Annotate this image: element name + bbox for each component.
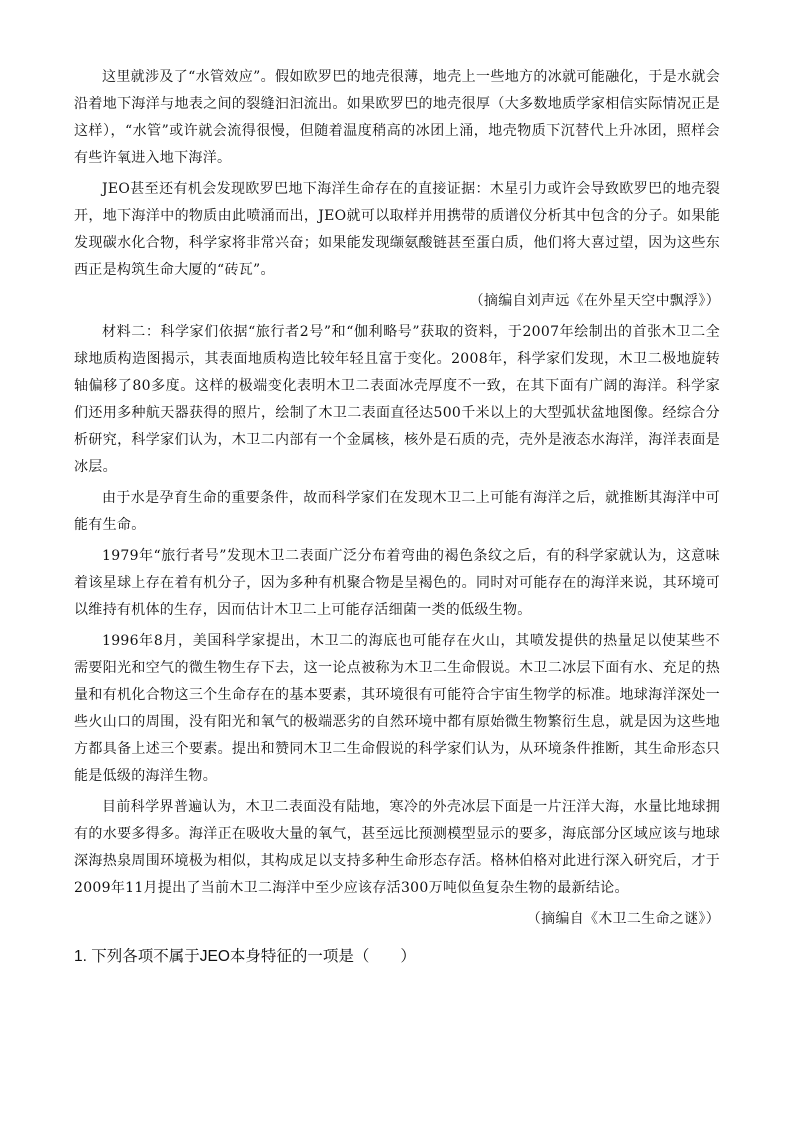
paragraph-current-consensus: 目前科学界普遍认为，木卫二表面没有陆地，寒冷的外壳冰层下面是一片汪洋大海，水量比地球拥有的水要多得多。海洋正在吸收大量的氧气，甚至远比预测模型显示的要多，海底部分区域应该与地球深海热泉周围环境极为相似，其构成足以支持多种生命形态存活。格林伯格对此进行深入研究后，才于2009年11月提出了当前木卫二海洋中至少应该存活300万吨似鱼复杂生物的最新结论。 — [74, 799, 720, 896]
paragraph-water-pipe-effect: 这里就涉及了“水管效应”。假如欧罗巴的地壳很薄，地壳上一些地方的冰就可能融化，于是水就会沿着地下海洋与地表之间的裂缝汩汩流出。如果欧罗巴的地壳很厚（大多数地质学家相信实际情况正是这样），“水管”或许就会流得很慢，但随着温度稍高的冰团上涌，地壳物质下沉替代上升冰团，照样会有些许氧进入地下海洋。 — [74, 69, 720, 166]
source-citation-1: （摘编自刘声远《在外星天空中飘浮》） — [469, 293, 720, 309]
paragraph-water-life: 由于水是孕育生命的重要条件，故而科学家们在发现木卫二上可能有海洋之后，就推断其海洋中可能有生命。 — [74, 490, 720, 533]
question-1: 1. 下列各项不属于JEO本身特征的一项是（ ） — [74, 948, 416, 965]
document-page — [74, 64, 720, 971]
paragraph-hypothesis-1996: 1996年8月，美国科学家提出，木卫二的海底也可能存在火山，其喷发提供的热量足以使某些不需要阳光和空气的微生物生存下去，这一论点被称为木卫二生命假说。木卫二冰层下面有水、充足的热量和有机化合物这三个生命存在的基本要素，其环境很有可能符合宇宙生物学的标准。地球海洋深处一些火山口的周围，没有阳光和氧气的极端恶劣的自然环境中都有原始微生物繁衍生息，就是因为这些地方都具备上述三个要素。提出和赞同木卫二生命假说的科学家们认为，从环境条件推断，其生命形态只能是低级的海洋生物。 — [74, 633, 720, 784]
source-citation-2: （摘编自《木卫二生命之谜》） — [526, 911, 720, 927]
paragraph-voyager-1979: 1979年“旅行者号”发现木卫二表面广泛分布着弯曲的褐色条纹之后，有的科学家就认为，这意味着该星球上存在着有机分子，因为多种有机聚合物是呈褐色的。同时对可能存在的海洋来说，其环境可以维持有机体的生存，因而估计木卫二上可能存活细菌一类的低级生物。 — [74, 548, 720, 618]
paragraph-jeo-evidence: JEO甚至还有机会发现欧罗巴地下海洋生命存在的直接证据：木星引力或许会导致欧罗巴的地壳裂开，地下海洋中的物质由此喷涌而出，JEO就可以取样并用携带的质谱仪分析其中包含的分子。如果能发现碳水化合物，科学家将非常兴奋；如果能发现缬氨酸链甚至蛋白质，他们将大喜过望，因为这些东西正是构筑生命大厦的“砖瓦”。 — [74, 181, 720, 278]
paragraph-material-two-intro: 材料二：科学家们依据“旅行者2号”和“伽利略号”获取的资料，于2007年绘制出的首张木卫二全球地质构造图揭示，其表面地质构造比较年轻且富于变化。2008年，科学家们发现，木卫二极地旋转轴偏移了80多度。这样的极端变化表明木卫二表面冰壳厚度不一致，在其下面有广阔的海洋。科学家们还用多种航天器获得的照片，绘制了木卫二表面直径达500千米以上的大型弧状盆地图像。经综合分析研究，科学家们认为，木卫二内部有一个金属核，核外是石质的壳，壳外是液态水海洋，海洋表面是冰层。 — [74, 324, 720, 475]
